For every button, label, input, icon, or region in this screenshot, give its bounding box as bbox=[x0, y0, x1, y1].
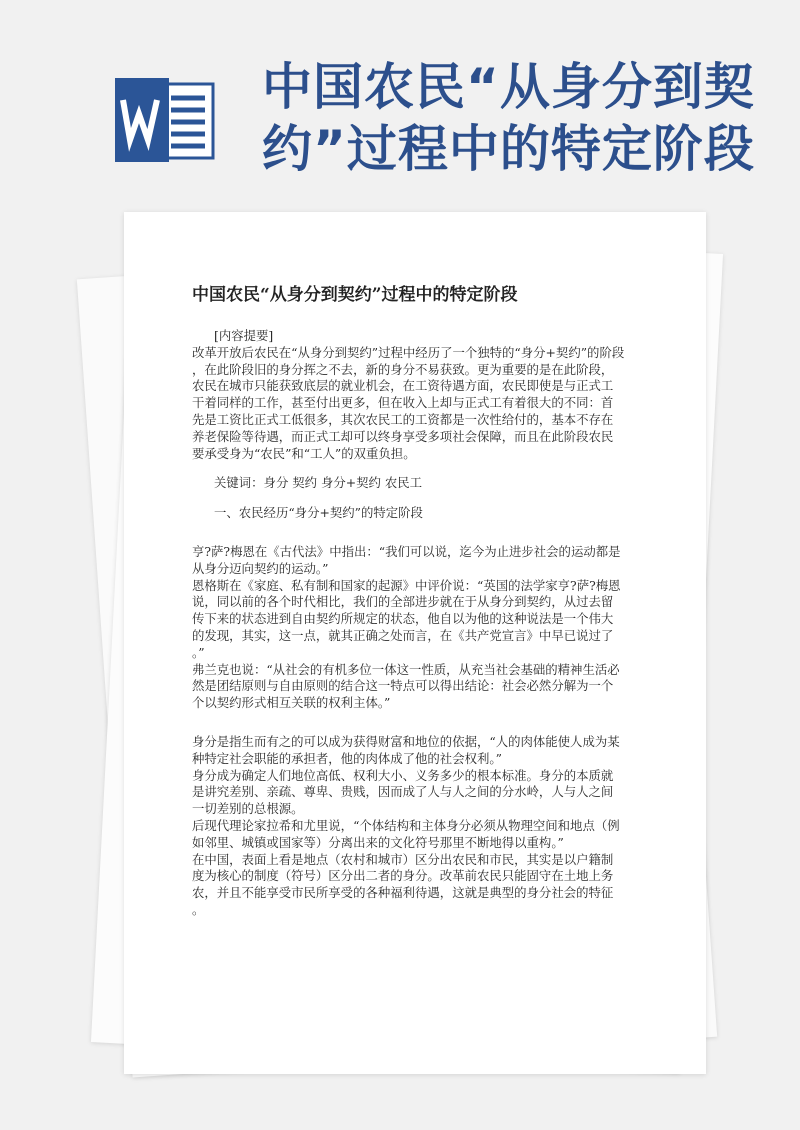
text-line: 先是工资比正式工低很多，其次农民工的工资都是一次性给付的，基本不存在 bbox=[192, 411, 614, 427]
text-line: 种特定社会职能的承担者，他的肉体成了他的社会权利。” bbox=[192, 750, 502, 766]
text-line: 干着同样的工作，甚至付出更多，但在收入上却与正式工有着很大的不同：首 bbox=[192, 395, 614, 411]
summary-paragraph bbox=[192, 345, 640, 463]
text-line: 是讲究差别、亲疏、尊卑、贵贱，因而成了人与人之间的分水岭，人与人之间 bbox=[192, 784, 614, 800]
summary-label: [内容提要] bbox=[214, 328, 274, 343]
text-line: 个以契约形式相互关联的权利主体。” bbox=[192, 695, 391, 711]
text-line: 养老保险等待遇，而正式工却可以终身享受多项社会保障，而且在此阶段农民 bbox=[192, 428, 614, 444]
text-line: 传下来的状态进到自由契约所规定的状态，他自以为他的这种说法是一个伟大 bbox=[192, 611, 614, 627]
text-line: 说，同以前的各个时代相比，我们的全部进步就在于从身分到契约，从过去留 bbox=[192, 594, 614, 610]
text-line: 身分成为确定人们地位高低、权利大小、义务多少的根本标准。身分的本质就 bbox=[192, 767, 614, 783]
text-line: 在中国，表面上看是地点（农村和城市）区分出农民和市民，其实是以户籍制 bbox=[192, 851, 614, 867]
text-line: 要承受身为“农民”和“工人”的双重负担。 bbox=[192, 445, 416, 461]
keywords-line: 关键词：身分 契约 身分+契约 农民工 bbox=[214, 475, 423, 491]
word-document-icon bbox=[113, 78, 215, 162]
text-line: 弗兰克也说：“从社会的有机多位一体这一性质，从充当社会基础的精神生活必 bbox=[192, 661, 620, 677]
text-line: 身分是指生而有之的可以成为获得财富和地位的依据，“人的肉体能使人成为某 bbox=[192, 733, 620, 749]
text-line: 恩格斯在《家庭、私有制和国家的起源》中评价说：“英国的法学家亨?萨?梅恩 bbox=[192, 577, 621, 593]
paragraph-group-1 bbox=[192, 544, 640, 712]
text-line: 农民在城市只能获致底层的就业机会，在工资待遇方面，农民即使是与正式工 bbox=[192, 378, 614, 394]
text-line: 亨?萨?梅恩在《古代法》中指出：“我们可以说，迄今为止进步社会的运动都是 bbox=[192, 543, 621, 559]
text-line: 。 bbox=[192, 901, 205, 917]
document-title: 中国农民“从身分到契约”过程中的特定阶段 bbox=[192, 285, 518, 305]
text-line: 。” bbox=[192, 644, 205, 660]
text-line: 然是团结原则与自由原则的结合这一特点可以得出结论：社会必然分解为一个 bbox=[192, 678, 614, 694]
document-body bbox=[192, 328, 640, 919]
text-line: 农，并且不能享受市民所享受的各种福利待遇，这就是典型的身分社会的特征 bbox=[192, 885, 614, 901]
headline-line-2: 约”过程中的特定阶段 bbox=[262, 120, 755, 178]
text-line: 度为核心的制度（符号）区分出二者的身分。改革前农民只能固守在土地上务 bbox=[192, 868, 614, 884]
text-line: 从身分迈向契约的运动。” bbox=[192, 560, 329, 576]
section-heading: 一、农民经历“身分+契约”的特定阶段 bbox=[214, 505, 423, 521]
text-line: 一切差别的总根源。 bbox=[192, 801, 304, 817]
text-line: 后现代理论家拉希和尤里说，“个体结构和主体身分必须从物理空间和地点（例 bbox=[192, 817, 620, 833]
text-line: ，在此阶段旧的身分挥之不去，新的身分不易获致。更为重要的是在此阶段， bbox=[192, 361, 614, 377]
text-line: 改革开放后农民在“从身分到契约”过程中经历了一个独特的“身分+契约”的阶段 bbox=[192, 344, 625, 360]
text-line: 如邻里、城镇或国家等）分离出来的文化符号那里不断地得以重构。” bbox=[192, 834, 564, 850]
headline-line-1: 中国农民“从身分到契 bbox=[262, 58, 755, 116]
paragraph-group-2 bbox=[192, 734, 640, 919]
text-line: 的发现，其实，这一点，就其正确之处而言，在《共产党宣言》中早已说过了 bbox=[192, 627, 614, 643]
page-headline bbox=[262, 56, 782, 180]
